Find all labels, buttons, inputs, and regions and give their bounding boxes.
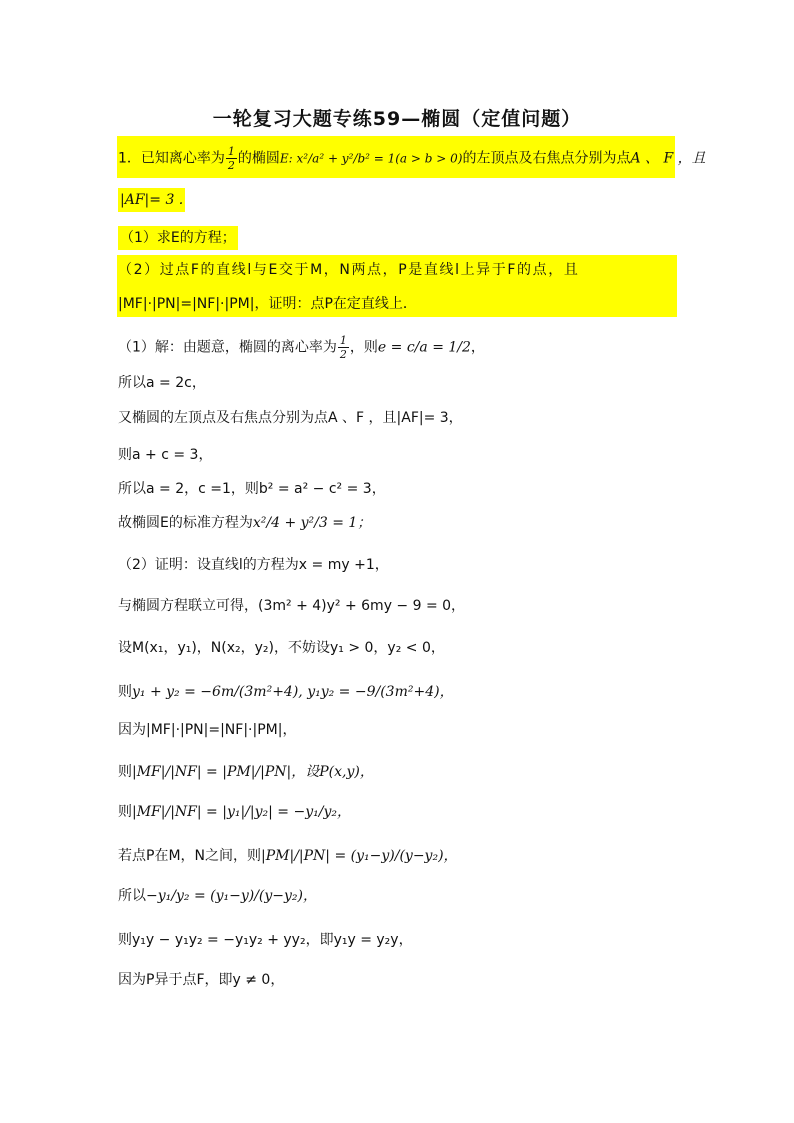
ratio-equation: |MF|/|NF| = |PM|/|PN|，设P(x,y)， xyxy=(132,764,374,780)
problem-line-1 xyxy=(118,145,706,172)
solution-line: 所以a = 2c， xyxy=(118,375,206,391)
given-condition: |AF|= 3 . xyxy=(120,192,184,208)
solution-text: 则 xyxy=(118,684,132,700)
solution-line: （1）解：由题意，椭圆的离心率为 $\frac{1}{2}$ ，则e = c/a = 1/2， xyxy=(118,334,485,361)
problem-given xyxy=(118,188,185,212)
fraction-one-half: $\frac{1}{2}$ xyxy=(227,145,235,172)
solution-text: 若点P在M，N之间，则 xyxy=(118,848,261,864)
solution-line: 设M(x₁，y₁)，N(x₂，y₂)，不妨设y₁ > 0，y₂ < 0， xyxy=(118,640,445,656)
solution-line xyxy=(118,844,458,868)
solution-text: ，则 xyxy=(349,339,378,356)
solution-line xyxy=(118,511,371,535)
problem-text: 的椭圆 xyxy=(237,150,280,167)
problem-text: A 、 F ，且 xyxy=(630,150,706,167)
solution-line xyxy=(118,884,317,908)
solution-text: 则 xyxy=(118,804,132,820)
solution-line: 又椭圆的左顶点及右焦点分别为点A 、F ，且|AF|= 3， xyxy=(118,410,463,426)
solution-line: （2）证明：设直线l的方程为x = my +1， xyxy=(118,557,389,573)
solution-text: （1）解：由题意，椭圆的离心率为 xyxy=(118,339,337,356)
solution-line: 则y₁y − y₁y₂ = −y₁y₂ + yy₂，即y₁y = y₂y， xyxy=(118,932,413,948)
problem-part2-line1: （2）过点F的直线l与E交于M，N两点，P是直线l上异于F的点，且 xyxy=(118,262,580,278)
page-title: 一轮复习大题专练59—椭圆（定值问题） xyxy=(212,108,582,130)
solution-text: 故椭圆E的标准方程为 xyxy=(118,515,253,531)
ellipse-equation: E: x²/a² + y²/b² = 1(a > b > 0) xyxy=(279,151,463,166)
ratio-equation: |MF|/|NF| = |y₁|/|y₂| = −y₁/y₂， xyxy=(132,804,351,820)
eccentricity-formula: e = c/a = 1/2 xyxy=(377,339,471,356)
problem-part1: （1）求E的方程； xyxy=(118,226,238,250)
solution-line: 则a + c = 3， xyxy=(118,447,213,463)
fraction-one-half: $\frac{1}{2}$ xyxy=(339,334,347,361)
ellipse-standard-equation: x²/4 + y²/3 = 1； xyxy=(252,515,372,531)
solution-line: 与椭圆方程联立可得，(3m² + 4)y² + 6my − 9 = 0， xyxy=(118,598,466,614)
solution-text: 则 xyxy=(118,764,132,780)
problem-text: 1．已知离心率为 xyxy=(118,150,225,167)
solution-line: 因为P异于点F，即y ≠ 0， xyxy=(118,972,285,988)
problem-part2-line2: |MF|·|PN|=|NF|·|PM|，证明：点P在定直线上． xyxy=(118,296,417,312)
solution-line: 所以a = 2，c =1，则b² = a² − c² = 3， xyxy=(118,481,386,497)
solution-line xyxy=(118,760,374,784)
solution-text: 所以 xyxy=(118,888,146,904)
solution-line xyxy=(118,800,351,824)
problem-text: 的左顶点及右焦点分别为点 xyxy=(462,150,631,167)
ratio-equation: |PM|/|PN| = (y₁−y)/(y−y₂)， xyxy=(261,848,458,864)
ratio-equation: −y₁/y₂ = (y₁−y)/(y−y₂)， xyxy=(146,888,318,904)
solution-line xyxy=(118,680,454,704)
vieta-formulas: y₁ + y₂ = −6m/(3m²+4), y₁y₂ = −9/(3m²+4)， xyxy=(132,684,454,700)
solution-line: 因为|MF|·|PN|=|NF|·|PM|， xyxy=(118,722,297,738)
